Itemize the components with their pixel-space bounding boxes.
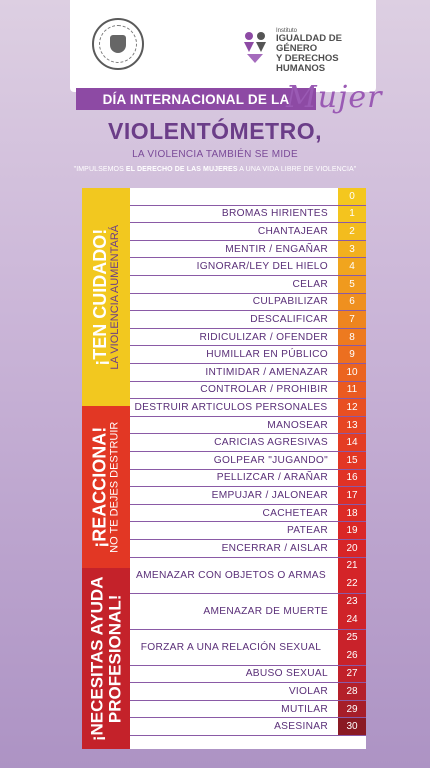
scale-row-number (338, 522, 366, 539)
scale-number: 1 (349, 208, 355, 220)
scale-row-label (130, 188, 332, 205)
banner-text: DÍA INTERNACIONAL DE LA (102, 91, 290, 107)
scale-row-label: MANOSEAR (267, 419, 328, 431)
scale-row-number (338, 346, 366, 363)
scale-row (130, 346, 366, 364)
scale-row-label: ENCERRAR / AISLAR (221, 542, 328, 554)
scale-number: 30 (346, 721, 358, 733)
scale-row (130, 417, 366, 435)
scale-row-number (338, 487, 366, 504)
scale-number: 28 (346, 685, 358, 697)
scale-row-label: CONTROLAR / PROHIBIR (200, 384, 328, 396)
scale-row-number (338, 452, 366, 469)
tagline-part-bold: EL DERECHO DE LAS MUJERES (125, 166, 238, 173)
scale-number: 0 (349, 190, 355, 202)
scale-row-number (338, 540, 366, 557)
scale-number: 18 (346, 507, 358, 519)
scale-number: 25 (346, 632, 358, 644)
scale-row-number (338, 701, 366, 718)
scale-number: 8 (349, 331, 355, 343)
scale-number: 4 (349, 261, 355, 273)
section-react-title: ¡REACCIONA! (89, 426, 110, 548)
scale-row-number (338, 399, 366, 416)
scale-row-number (338, 558, 366, 593)
scale-number: 16 (346, 472, 358, 484)
scale-row-number (338, 206, 366, 223)
violentometro-table (82, 188, 366, 749)
scale-row-label: CHANTAJEAR (257, 225, 328, 237)
scale-row (130, 452, 366, 470)
section-caution (82, 188, 130, 406)
scale-row (130, 258, 366, 276)
scale-number: 21 (346, 560, 358, 572)
scale-row-label: CELAR (292, 278, 328, 290)
scale-number: 10 (346, 366, 358, 378)
scale-row-label: DESTRUIR ARTICULOS PERSONALES (134, 401, 328, 413)
scale-row-number (338, 223, 366, 240)
scale-row-number (338, 188, 366, 205)
institute-line-2: Y DERECHOS HUMANOS (276, 53, 339, 75)
scale-row-number (338, 364, 366, 381)
scale-row-label: HUMILLAR EN PÚBLICO (206, 349, 328, 361)
scale-row (130, 522, 366, 540)
tagline (0, 166, 430, 173)
scale-number: 11 (346, 384, 358, 396)
scale-number: 12 (346, 401, 358, 413)
scale-number: 15 (346, 454, 358, 466)
scale-row (130, 188, 366, 206)
scale-row-number (338, 630, 366, 665)
scale-row (130, 594, 366, 630)
scale-number: 20 (346, 542, 358, 554)
section-help-title-line2: PROFESIONAL! (105, 594, 125, 723)
scale-row-number (338, 470, 366, 487)
scale-number: 29 (346, 703, 358, 715)
scale-number: 17 (346, 489, 358, 501)
scale-number: 9 (349, 349, 355, 361)
scale-row-number (338, 683, 366, 700)
scale-row (130, 223, 366, 241)
scale-row (130, 364, 366, 382)
scale-row-label: BROMAS HIRIENTES (221, 208, 328, 220)
scale-number: 6 (349, 296, 355, 308)
section-help (82, 568, 130, 749)
institute-name (276, 28, 372, 74)
scale-row-label: DESCALIFICAR (250, 313, 328, 325)
scale-row-number (338, 241, 366, 258)
scale-row (130, 206, 366, 224)
scale-number-second: 24 (346, 613, 358, 625)
scale-row-label: EMPUJAR / JALONEAR (211, 489, 328, 501)
section-caution-title: ¡TEN CUIDADO! (89, 228, 110, 366)
scale-number: 19 (346, 525, 358, 537)
page-subtitle: LA VIOLENCIA TAMBIÉN SE MIDE (132, 149, 298, 160)
scale-row-number (338, 382, 366, 399)
scale-row-label: CULPABILIZAR (252, 296, 328, 308)
institute-line-1: IGUALDAD DE GÉNERO (276, 33, 342, 55)
scale-row (130, 558, 366, 594)
section-caution-subtitle: LA VIOLENCIA AUMENTARÁ (108, 224, 121, 370)
scale-row-label: ABUSO SEXUAL (245, 668, 328, 680)
page-title: VIOLENTÓMETRO, (108, 118, 322, 144)
scale-row (130, 683, 366, 701)
scale-row-label: GOLPEAR "JUGANDO" (213, 454, 328, 466)
scale-number-second: 26 (346, 649, 358, 661)
scale-row (130, 382, 366, 400)
section-help-title-line1: ¡NECESITAS AYUDA (87, 576, 107, 741)
scale-row (130, 241, 366, 259)
scale-row-number (338, 311, 366, 328)
scale-row (130, 470, 366, 488)
scale-row-label: AMENAZAR CON OBJETOS O ARMAS (136, 569, 326, 581)
scale-number: 13 (346, 419, 358, 431)
scale-number: 5 (349, 278, 355, 290)
scale-row-label: PATEAR (286, 525, 328, 537)
scale-row-label: VIOLAR (288, 685, 328, 697)
scale-row-number (338, 258, 366, 275)
scale-row-label: PELLIZCAR / ARAÑAR (216, 472, 328, 484)
section-react (82, 406, 130, 568)
scale-row-number (338, 505, 366, 522)
scale-number: 3 (349, 243, 355, 255)
scale-row-label: ASESINAR (274, 721, 328, 733)
government-seal-icon (92, 18, 144, 70)
scale-row (130, 487, 366, 505)
scale-row (130, 311, 366, 329)
scale-row-number (338, 666, 366, 683)
scale-row-label: CACHETEAR (262, 507, 328, 519)
day-banner (76, 88, 316, 110)
scale-row-number (338, 294, 366, 311)
women-figures-logo-icon (242, 30, 268, 64)
tagline-part-a: "IMPULSEMOS (73, 166, 126, 173)
scale-row (130, 399, 366, 417)
scale-number: 7 (349, 313, 355, 325)
script-word: Mujer (286, 80, 383, 115)
scale-row (130, 329, 366, 347)
scale-row (130, 701, 366, 719)
institute-small-label: Instituto (276, 28, 298, 34)
scale-row-number (338, 417, 366, 434)
scale-row (130, 718, 366, 736)
scale-row (130, 540, 366, 558)
scale-row-number (338, 718, 366, 735)
scale-row-label: MUTILAR (281, 703, 328, 715)
scale-number-second: 22 (346, 577, 358, 589)
header-logo-bar (70, 0, 376, 92)
scale-row (130, 630, 366, 666)
scale-row-number (338, 329, 366, 346)
scale-row (130, 666, 366, 684)
scale-row-label: MENTIR / ENGAÑAR (225, 243, 328, 255)
scale-number: 27 (346, 668, 358, 680)
scale-row-label: INTIMIDAR / AMENAZAR (205, 366, 328, 378)
scale-number: 14 (346, 437, 358, 449)
scale-row-label: CARICIAS AGRESIVAS (214, 437, 328, 449)
scale-row-label: FORZAR A UNA RELACIÓN SEXUAL (140, 641, 322, 653)
scale-row (130, 276, 366, 294)
scale-row (130, 505, 366, 523)
scale-row-label: IGNORAR/LEY DEL HIELO (196, 261, 328, 273)
section-react-subtitle: NO TE DEJES DESTRUIR (108, 421, 121, 553)
scale-row-number (338, 276, 366, 293)
scale-row-number (338, 434, 366, 451)
tagline-part-c: A UNA VIDA LIBRE DE VIOLENCIA" (237, 166, 357, 173)
scale-row (130, 434, 366, 452)
scale-row-label: RIDICULIZAR / OFENDER (199, 331, 328, 343)
scale-row-label: AMENAZAR DE MUERTE (203, 605, 328, 617)
scale-row (130, 294, 366, 312)
scale-row-number (338, 594, 366, 629)
scale-number: 2 (349, 225, 355, 237)
scale-number: 23 (346, 596, 358, 608)
